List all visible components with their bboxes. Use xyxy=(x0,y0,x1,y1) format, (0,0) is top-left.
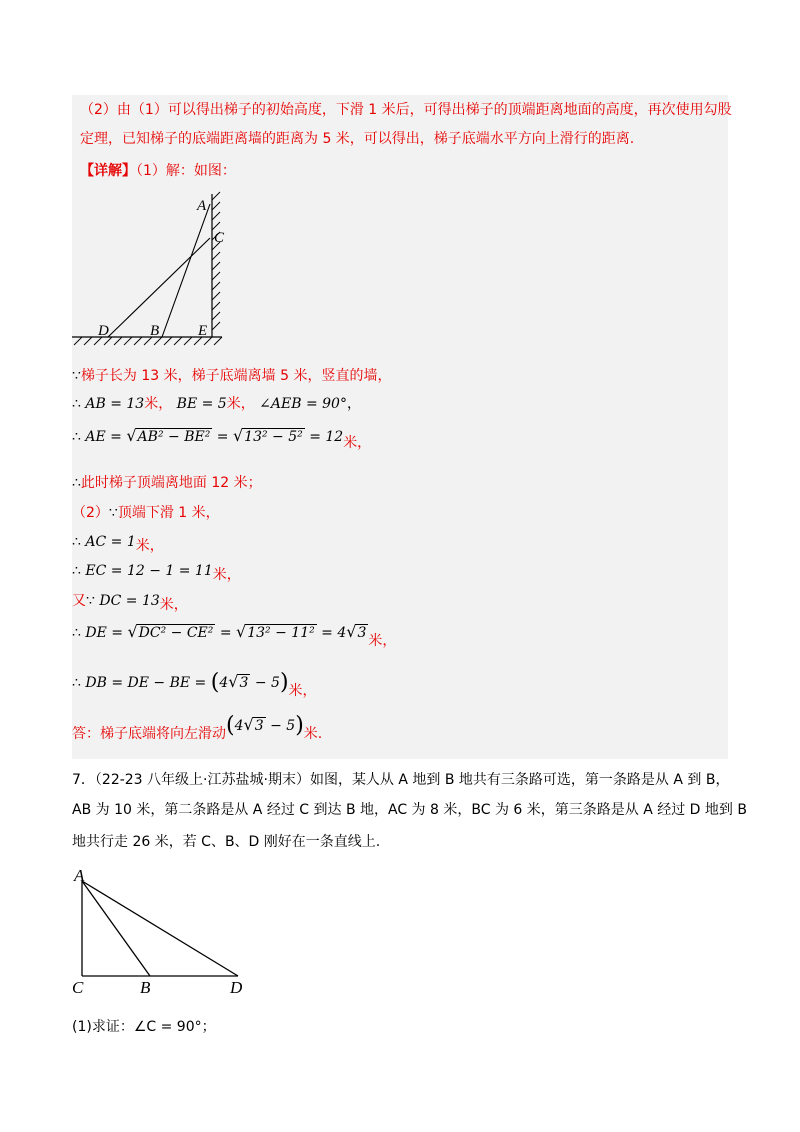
therefore-symbol: ∴ xyxy=(72,625,81,641)
step-9-radicand-1: DC² − CE² xyxy=(138,625,214,641)
step-8-you: 又 xyxy=(72,593,86,609)
label-a: A xyxy=(74,866,85,885)
sqrt-symbol: √ xyxy=(346,622,357,641)
step-8-math: DC = 13 xyxy=(99,593,160,609)
detail-intro: （1）解：如图： xyxy=(136,163,236,179)
step-9-radicand-2: 13² − 11² xyxy=(247,625,315,641)
step-5-text: 顶端下滑 1 米， xyxy=(117,505,220,521)
step-7-math: EC = 12 − 1 = 11 xyxy=(85,563,213,579)
step-3-result: = 12 xyxy=(309,429,344,445)
step-2 xyxy=(72,394,361,414)
sqrt-symbol: √ xyxy=(127,622,138,641)
therefore-symbol: ∴ xyxy=(72,563,81,579)
step-7-unit: 米， xyxy=(212,567,241,583)
wall-hatching xyxy=(212,192,220,330)
step-10-radicand: 3 xyxy=(239,675,249,691)
right-paren: ) xyxy=(279,670,289,695)
answer-radicand: 3 xyxy=(254,718,264,734)
step-4 xyxy=(72,473,262,493)
because-symbol: ∵ xyxy=(108,505,118,521)
analysis-line-1: （2）由（1）可以得出梯子的初始高度，下滑 1 米后，可得出梯子的顶端距离地面的高度，再次使用勾股 xyxy=(80,102,732,118)
therefore-symbol: ∴ xyxy=(72,534,81,550)
left-paren: ( xyxy=(210,670,220,695)
step-9-result: = 4 xyxy=(321,625,347,641)
step-2-unit-2: 米， xyxy=(226,396,255,412)
left-paren: ( xyxy=(226,713,235,738)
therefore-symbol: ∴ xyxy=(72,429,81,445)
step-3-radicand-1: AB² − BE² xyxy=(137,429,211,445)
sqrt-symbol: √ xyxy=(243,715,254,734)
therefore-symbol: ∴ xyxy=(72,475,81,491)
step-3-lhs: AE = xyxy=(85,429,122,445)
label-d: D xyxy=(98,323,109,339)
label-b: B xyxy=(140,978,151,997)
answer-minus: − 5 xyxy=(265,718,296,734)
step-4-text: 此时梯子顶端离地面 12 米； xyxy=(80,475,262,491)
problem-7-part-1: (1)求证：∠C = 90°； xyxy=(72,1019,216,1035)
step-5 xyxy=(72,503,220,523)
step-6 xyxy=(72,532,164,552)
step-6-math: AC = 1 xyxy=(85,534,136,550)
problem-7-line-3: 地共行走 26 米，若 C、B、D 刚好在一条直线上. xyxy=(72,834,381,850)
step-10 xyxy=(72,670,317,699)
label-e: E xyxy=(198,323,208,339)
step-9-unit: 米， xyxy=(368,633,397,649)
label-c: C xyxy=(214,230,225,246)
step-7 xyxy=(72,561,241,581)
step-5-part: （2） xyxy=(72,505,109,521)
step-3-radicand-2: 13² − 5² xyxy=(244,429,303,445)
because-symbol: ∵ xyxy=(86,593,95,609)
answer-unit: 米. xyxy=(303,726,323,742)
step-9 xyxy=(72,622,397,649)
step-2-unit-1: 米， xyxy=(144,396,173,412)
therefore-symbol: ∴ xyxy=(72,675,81,691)
sqrt-symbol: √ xyxy=(126,426,137,445)
label-b: B xyxy=(150,323,160,339)
step-9-lhs: DE = xyxy=(85,625,123,641)
label-c: C xyxy=(72,978,84,997)
problem-7-line-2: AB 为 10 米，第二条路是从 A 经过 C 到达 B 地，AC 为 8 米，BC 为 6 米，第三条路是从 A 经过 D 地到 B xyxy=(72,802,747,818)
because-symbol: ∵ xyxy=(72,368,81,384)
step-3-equals: = xyxy=(216,429,229,445)
step-1-text: 梯子长为 13 米，梯子底端离墙 5 米，竖直的墙， xyxy=(80,368,392,384)
ladder-figure xyxy=(72,190,232,350)
step-1 xyxy=(72,366,391,386)
step-10-minus: − 5 xyxy=(250,675,280,691)
answer-coef: 4 xyxy=(234,718,244,734)
step-2-angle: ∠AEB = 90° xyxy=(259,396,347,412)
label-a: A xyxy=(197,198,207,214)
segment-ab xyxy=(82,881,150,976)
sqrt-symbol: √ xyxy=(232,426,244,445)
ladder-ab xyxy=(162,204,210,337)
step-8-unit: 米， xyxy=(159,597,188,613)
sqrt-symbol: √ xyxy=(228,672,239,691)
step-10-coef: 4 xyxy=(219,675,229,691)
analysis-line-2: 定理，已知梯子的底端距离墙的距离为 5 米，可以得出，梯子底端水平方向上滑行的距离. xyxy=(80,131,635,147)
step-2-ab: AB = 13 xyxy=(85,396,145,412)
step-6-unit: 米， xyxy=(135,538,164,554)
label-d: D xyxy=(230,978,243,997)
answer-line xyxy=(72,713,323,744)
right-paren: ) xyxy=(295,713,304,738)
step-3-unit: 米， xyxy=(343,435,372,451)
step-9-radicand-3: 3 xyxy=(357,625,367,641)
step-9-equals: = xyxy=(219,625,232,641)
segment-ad xyxy=(82,881,238,976)
step-2-be: BE = 5 xyxy=(176,396,227,412)
step-10-unit: 米， xyxy=(288,683,317,699)
detail-heading xyxy=(80,161,236,181)
problem-7-line-1: 7．（22-23 八年级上·江苏盐城·期末）如图，某人从 A 地到 B 地共有三条路可选，第一条路是从 A 到 B， xyxy=(72,772,730,788)
triangle-figure xyxy=(68,865,258,1000)
sqrt-symbol: √ xyxy=(236,622,247,641)
therefore-symbol: ∴ xyxy=(72,396,81,412)
step-10-lhs: DB = DE − BE = xyxy=(85,675,207,691)
step-3 xyxy=(72,426,372,451)
answer-label: 答：梯子底端将向左滑动 xyxy=(72,726,226,742)
step-2-end: ， xyxy=(346,396,361,412)
detail-tag: 【详解】 xyxy=(80,163,136,179)
step-8 xyxy=(72,591,188,611)
